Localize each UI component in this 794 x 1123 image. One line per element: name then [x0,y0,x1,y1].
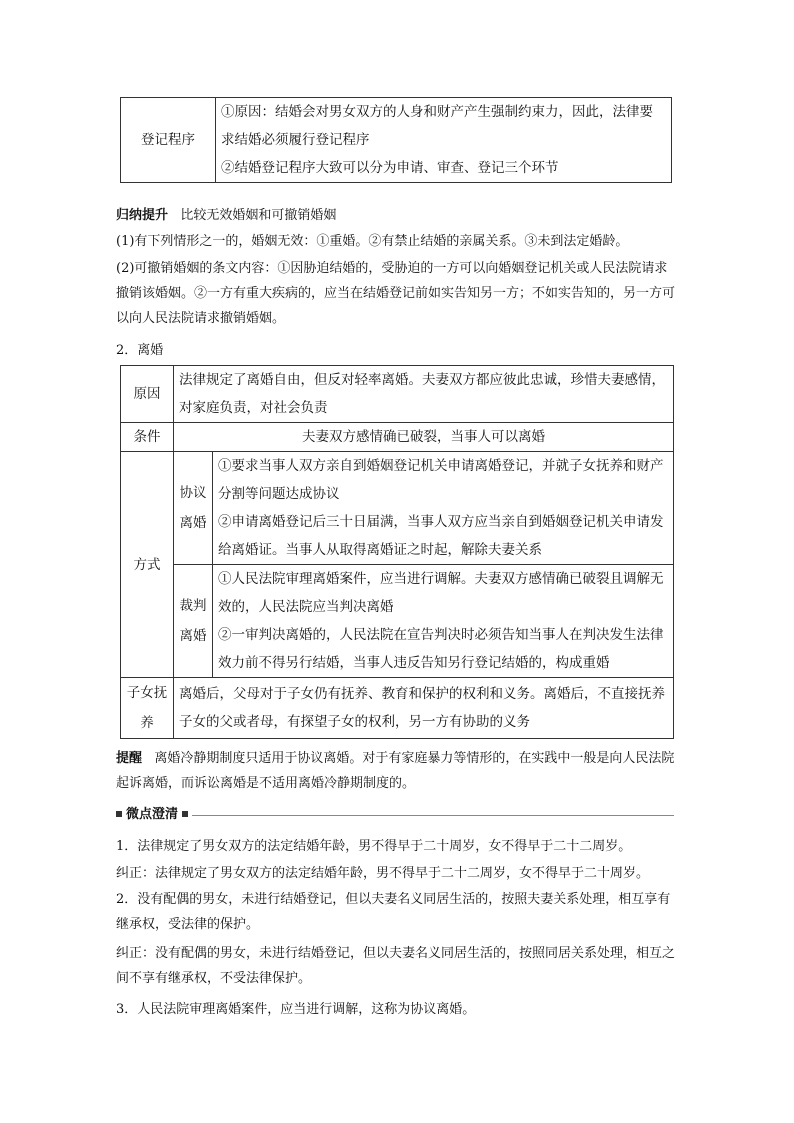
tip-text: 离婚冷静期制度只适用于协议离婚。对于有家庭暴力等情形的，在实践中一般是向人民法院起诉离婚，而诉讼离婚是不适用离婚冷静期制度的。 [116,751,675,791]
tip-head: 提醒 [116,751,143,766]
judgment-line-2: ②一审判决离婚的，人民法院在宣告判决时必须告知当事人在判决发生法律效力前不得另行结婚，当事人违反告知另行登记结婚的，构成重婚 [218,627,664,671]
divorce-table [120,365,674,739]
agreement-content [213,452,674,565]
method-label: 方式 [121,452,174,678]
summary-item-1: (1)有下列情形之一的，婚姻无效：①重婚。②有禁止结婚的亲属关系。③未到法定婚龄。 [116,234,629,249]
agreement-label: 协议离婚 [174,452,213,565]
square-bullet-icon [116,811,122,817]
clarify-item-3: 3．人民法院审理离婚案件，应当进行调解，这称为协议离婚。 [116,1002,476,1017]
judgment-line-1: ①人民法院审理离婚案件，应当进行调解。夫妻双方感情确已破裂且调解无效的，人民法院应当判决离婚 [218,571,664,615]
registration-content [216,98,672,183]
clarify-title: 微点澄清 [126,807,179,822]
registration-label: 登记程序 [121,98,216,183]
condition-label: 条件 [121,423,174,452]
agreement-line-2: ②申请离婚登记后三十日届满，当事人双方应当亲自到婚姻登记机关申请发给离婚证。当事人从取得离婚证之时起，解除夫妻关系 [218,514,664,558]
summary-title: 比较无效婚姻和可撤销婚姻 [180,208,337,223]
judgment-label: 裁判离婚 [174,565,213,678]
reason-label: 原因 [121,366,174,423]
clarify-correction-1: 纠正：法律规定了男女双方的法定结婚年龄，男不得早于二十二周岁，女不得早于二十周岁。 [116,866,650,881]
judgment-content [213,565,674,678]
clarify-item-1: 1．法律规定了男女双方的法定结婚年龄，男不得早于二十周岁，女不得早于二十二周岁。 [116,839,632,854]
square-bullet-icon [182,811,188,817]
child-text: 离婚后，父母对于子女仍有抚养、教育和保护的权利和义务。离婚后，不直接抚养子女的父或者母，有探望子女的权利，另一方有协助的义务 [174,678,674,739]
summary-head: 归纳提升 [116,208,169,223]
tip-paragraph [116,746,678,796]
agreement-line-1: ①要求当事人双方亲自到婚姻登记机关申请离婚登记，并就子女抚养和财产分割等问题达成协议 [218,458,664,502]
registration-line-1: ①原因：结婚会对男女双方的人身和财产产生强制约束力，因此，法律要求结婚必须履行登记程序 [221,104,653,148]
reason-text: 法律规定了离婚自由，但反对轻率离婚。夫妻双方都应彼此忠诚，珍惜夫妻感情，对家庭负责，对社会负责 [174,366,674,423]
condition-text: 夫妻双方感情确已破裂，当事人可以离婚 [174,423,674,452]
clarify-item-2: 2．没有配偶的男女，未进行结婚登记，但以夫妻名义同居生活的，按照夫妻关系处理，相互享有继承权，受法律的保护。 [116,892,671,932]
clarify-section-header [116,806,674,824]
clarify-correction-2: 纠正：没有配偶的男女，未进行结婚登记，但以夫妻名义同居生活的，按照同居关系处理，相互之间不享有继承权，不受法律保护。 [116,946,676,986]
section-2-title: 2．离婚 [116,343,164,358]
registration-procedure-table [120,97,672,183]
summary-heading [116,203,678,228]
child-label: 子女抚养 [121,678,174,739]
registration-line-2: ②结婚登记程序大致可以分为申请、审查、登记三个环节 [221,160,559,176]
summary-item-2: (2)可撤销婚姻的条文内容：①因胁迫结婚的，受胁迫的一方可以向婚姻登记机关或人民法院请求撤销该婚姻。②一方有重大疾病的，应当在结婚登记前如实告知另一方；不如实告知的，另一方可以向人民法院请求撤销婚姻。 [116,261,676,326]
clarify-divider [116,815,674,816]
